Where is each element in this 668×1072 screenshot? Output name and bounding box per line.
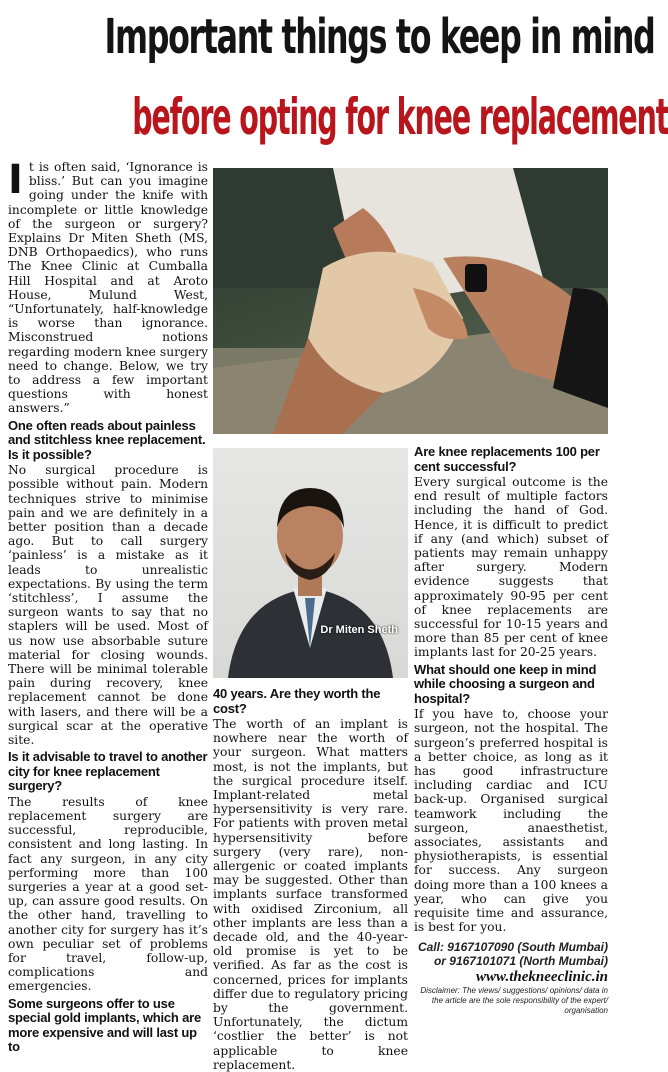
call-north-mumbai: or 9167101071 (North Mumbai) <box>433 954 608 969</box>
question-painless-heading: One often reads about painless and stitchless knee replacement. Is it possible? <box>8 417 206 462</box>
doctor-portrait <box>213 448 408 678</box>
article-column-right <box>414 442 608 1016</box>
knee-illustration <box>213 168 608 434</box>
question-travel-heading: Is it advisable to travel to another city for knee replacement surgery? <box>8 749 208 794</box>
article-column-middle <box>213 684 408 1072</box>
drop-cap: I <box>8 157 23 203</box>
answer-success: Every surgical outcome is the end result of multiple factors including the hand of God. Hence, it is difficult to predict if any (and which) subset of patients may remain unhappy after surgery. Modern evidence suggests that approximately 90-95 per cent of knee replacements are successful for 10-15 years and more than 85 per cent of knee implants last for 20-25 years. <box>414 475 608 660</box>
intro-paragraph <box>8 157 208 416</box>
disclaimer: Disclaimer: The views/ suggestions/ opinions/ data in the article are the sole responsibility of the expert/ organisation <box>420 986 608 1016</box>
answer-painless: No surgical procedure is possible without pain. Modern techniques strive to minimise pain and we are definitely in a better position than a decade ago. But to call surgery ‘painless’ is a mistake as it leads to unrealistic expectations. By using the term ‘stitchless’, I assume the surgeon wants to say that no staplers will be used. Most of us now use absorbable suture material for closing wounds. There will be minimal tolerable pain during recovery, knee replacement cannot be done with lasers, and there will be a surgical scar at the operative site. <box>8 463 208 748</box>
question-gold-implants-heading-cont: 40 years. Are they worth the cost? <box>213 686 381 716</box>
question-gold-implants-heading: Some surgeons offer to use special gold implants, which are more expensive and will last up to <box>8 995 201 1055</box>
knee-photo <box>213 168 608 434</box>
contact-block <box>414 940 608 968</box>
headline-line-1: Important things to keep in mind <box>104 9 655 65</box>
answer-gold-implants: The worth of an implant is nowhere near the worth of your surgeon. What matters most, is not the implants, but the surgical procedure itself. Implant-related metal hypersensitivity is very rare. For patients with proven metal hypersensitivity before surgery (very rare), non-allergenic or coated implants may be suggested. Other than implants surface transformed with oxidised Zirconium, all other implants are less than a decade old, and the 40-year-old promise is yet to be verified. As far as the cost is concerned, prices for implants differ due to regulatory pricing by the government. Unfortunately, the dictum ‘costlier the better’ is not applicable to knee replacement. <box>213 717 408 1072</box>
article-column-left <box>8 157 208 1055</box>
headline-line-2: before opting for knee replacement <box>132 88 668 146</box>
answer-choose-surgeon: If you have to, choose your surgeon, not the hospital. The surgeon’s preferred hospital is a better choice, as long as it has good infrastructure including cardiac and ICU back-up. Organised surgical teamwork including the surgeon, anaesthetist, associates, assistants and physiotherapists, is essential for success. Any surgeon doing more than a 100 knees a year, who can give you requisite time and assurance, is best for you. <box>414 707 608 935</box>
intro-text: t is often said, ‘Ignorance is bliss.’ But can you imagine going under the knife with incomplete or little knowledge of the surgeon or surgery? Explains Dr Miten Sheth (MS, DNB Orthopaedics), who runs The Knee Clinic at Cumballa Hill Hospital and at Aroto House, Mulund West, “Unfortunately, half-knowledge is worse than ignorance. Misconstrued notions regarding modern knee surgery need to change. Below, we try to address a few important questions with honest answers.” <box>8 160 208 416</box>
doctor-photo <box>213 448 408 678</box>
website-link[interactable]: www.thekneeclinic.in <box>476 969 608 986</box>
question-choose-surgeon-heading: What should one keep in mind while choosing a surgeon and hospital? <box>414 661 597 706</box>
photo-caption: Dr Miten Sheth <box>320 624 398 636</box>
question-success-heading: Are knee replacements 100 per cent successful? <box>414 444 600 474</box>
answer-travel: The results of knee replacement surgery are successful, reproducible, consistent and long lasting. In fact any surgeon, in any city performing more than 100 surgeries a year at a good set-up, can assure good results. On the other hand, travelling to another city for surgery has it’s own peculiar set of problems for travel, follow-up, complications and emergencies. <box>8 794 208 994</box>
call-south-mumbai: Call: 9167107090 (South Mumbai) <box>417 940 608 955</box>
